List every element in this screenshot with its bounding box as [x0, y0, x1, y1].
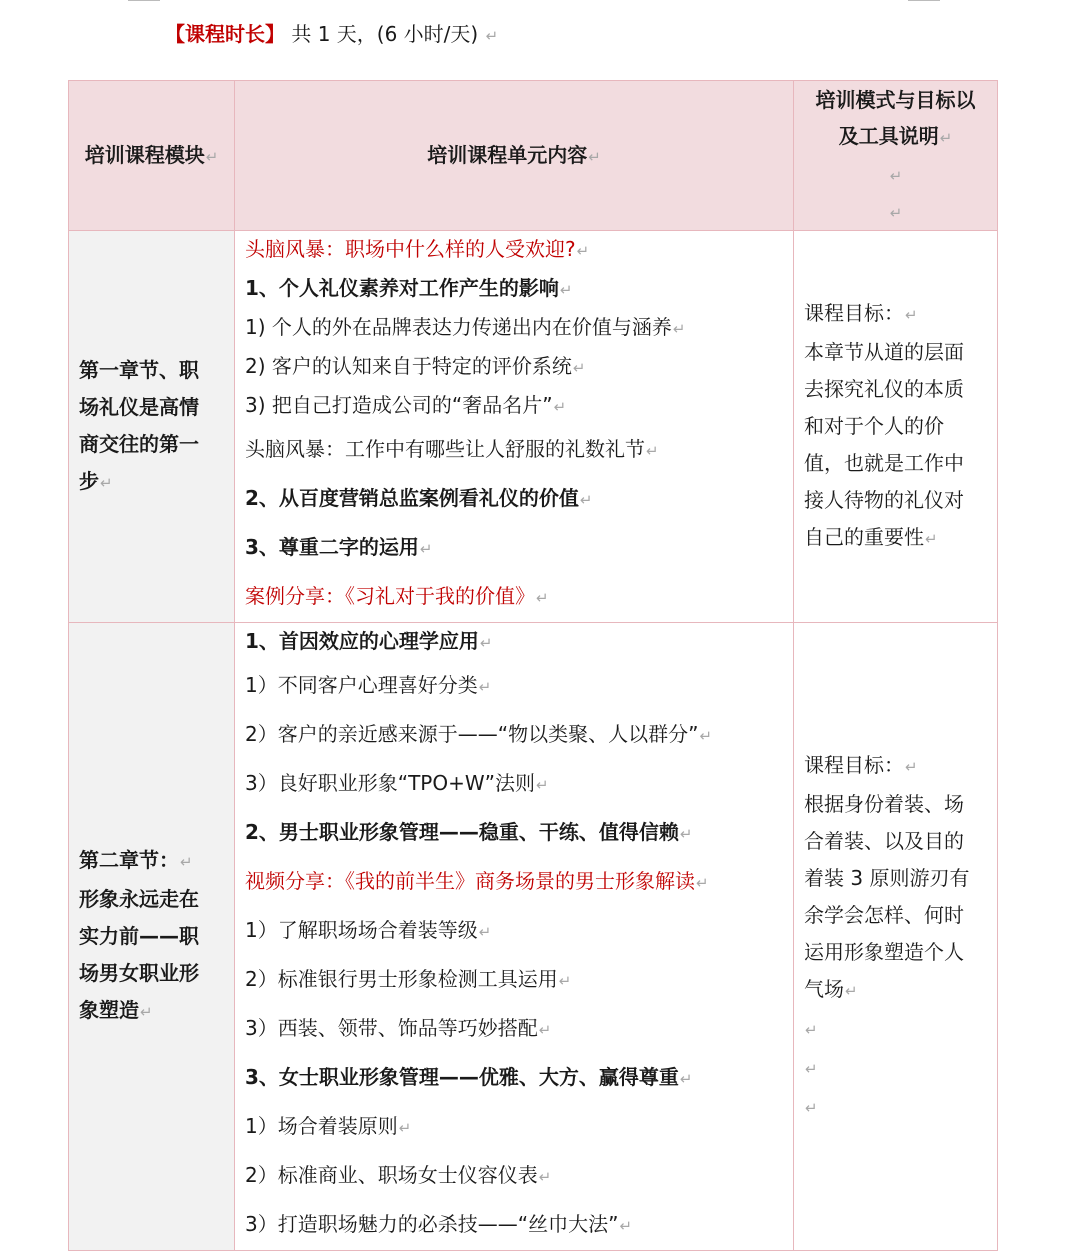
crop-mark-right [908, 0, 940, 1]
paragraph-mark-icon: ↵ [538, 1168, 552, 1186]
module-line: 实力前——职 [79, 924, 199, 948]
goal-cell [794, 623, 998, 1251]
content-line: 2）标准商业、职场女士仪容仪表↵ [245, 1163, 552, 1187]
content-line: 2、从百度营销总监案例看礼仪的价值↵ [245, 486, 593, 510]
paragraph-mark-icon: ↵ [100, 473, 113, 492]
content-line: 1、个人礼仪素养对工作产生的影响↵ [245, 276, 573, 300]
paragraph-mark-icon: ↵ [572, 359, 586, 377]
table-row [69, 231, 998, 623]
content-line: 2) 客户的认知来自于特定的评价系统↵ [245, 354, 586, 378]
module-line: 象塑造↵ [79, 998, 153, 1022]
content-line: 3）西装、领带、饰品等巧妙搭配↵ [245, 1016, 552, 1040]
empty-paragraph [804, 1049, 987, 1088]
header-mode-line-2: 及工具说明 [838, 123, 939, 148]
paragraph-mark-icon: ↵ [805, 1098, 818, 1117]
goal-cell [794, 231, 998, 623]
goal-line: 本章节从道的层面 [804, 340, 964, 364]
paragraph-mark-icon: ↵ [538, 1021, 552, 1039]
content-line: 2）标准银行男士形象检测工具运用↵ [245, 967, 572, 991]
header-mode-line-1: 培训模式与目标以 [815, 87, 976, 112]
content-line: 视频分享：《我的前半生》商务场景的男士形象解读↵ [245, 869, 709, 893]
goal-line: 着装 3 原则游刃有 [804, 865, 970, 890]
module-line: 场男女职业形 [79, 961, 199, 985]
goal-line: 根据身份着装、场 [804, 791, 964, 816]
table-header-row [69, 81, 998, 231]
content-line: 1）不同客户心理喜好分类↵ [245, 673, 492, 697]
content-cell [235, 623, 794, 1251]
paragraph-mark-icon: ↵ [559, 281, 573, 299]
paragraph-mark-icon: ↵ [558, 972, 572, 990]
header-mode [794, 81, 998, 231]
empty-paragraph [804, 1010, 987, 1049]
paragraph-mark-icon: ↵ [619, 1217, 633, 1235]
empty-paragraph [804, 1088, 987, 1127]
goal-line: 余学会怎样、何时 [804, 902, 964, 927]
content-line: 2）客户的亲近感来源于——“物以类聚、人以群分”↵ [245, 722, 713, 746]
content-line: 头脑风暴：职场中什么样的人受欢迎?↵ [245, 237, 590, 261]
paragraph-mark-icon: ↵ [536, 589, 549, 607]
table-row [69, 623, 998, 1251]
paragraph-mark-icon: ↵ [536, 776, 549, 794]
paragraph-mark-icon: ↵ [905, 757, 918, 776]
paragraph-mark-icon: ↵ [646, 442, 659, 460]
paragraph-mark-icon: ↵ [419, 540, 433, 558]
content-line: 2、男士职业形象管理——稳重、干练、值得信赖↵ [245, 820, 693, 844]
paragraph-mark-icon: ↵ [805, 1059, 818, 1078]
paragraph-mark-icon: ↵ [553, 398, 567, 416]
paragraph-mark-icon: ↵ [889, 203, 903, 222]
paragraph-mark-icon: ↵ [939, 128, 953, 147]
content-line: 1）了解职场场合着装等级↵ [245, 918, 492, 942]
content-line: 3）打造职场魅力的必杀技——“丝巾大法”↵ [245, 1212, 633, 1236]
content-line: 1）场合着装原则↵ [245, 1114, 412, 1138]
paragraph-mark-icon: ↵ [699, 727, 713, 745]
header-module [69, 81, 235, 231]
module-line: 形象永远走在 [79, 887, 199, 911]
paragraph-mark-icon: ↵ [672, 320, 686, 338]
content-line: 1、首因效应的心理学应用↵ [245, 629, 493, 653]
goal-line: 去探究礼仪的本质 [804, 377, 964, 401]
goal-line: 合着装、以及目的 [804, 828, 964, 853]
duration-label: 【课程时长】 [165, 22, 285, 46]
header-module-text: 培训课程模块 [84, 142, 205, 167]
module-line: 第一章节、职 [79, 357, 199, 382]
header-content [235, 81, 794, 231]
paragraph-mark-icon: ↵ [925, 530, 938, 548]
paragraph-mark-icon: ↵ [180, 853, 193, 871]
paragraph-mark-icon: ↵ [478, 678, 492, 696]
content-line: 3、女士职业形象管理——优雅、大方、赢得尊重↵ [245, 1065, 693, 1089]
paragraph-mark-icon: ↵ [398, 1119, 412, 1137]
content-line: 3) 把自己打造成公司的“奢品名片”↵ [245, 393, 567, 417]
paragraph-mark-icon: ↵ [679, 1070, 693, 1088]
module-line: 第二章节：↵ [79, 848, 193, 872]
goal-line: 气场↵ [804, 976, 858, 1001]
paragraph-mark-icon: ↵ [696, 874, 709, 892]
goal-line: 课程目标：↵ [804, 752, 918, 777]
paragraph-mark-icon: ↵ [679, 825, 693, 843]
paragraph-mark-icon: ↵ [478, 923, 492, 941]
paragraph-mark-icon: ↵ [805, 1020, 818, 1039]
crop-mark-left [128, 0, 160, 1]
goal-line: 运用形象塑造个人 [804, 939, 964, 964]
module-cell [69, 231, 235, 623]
content-line: 案例分享：《习礼对于我的价值》↵ [245, 584, 549, 608]
course-duration [165, 19, 498, 51]
header-content-text: 培训课程单元内容 [427, 142, 588, 167]
module-cell [69, 623, 235, 1251]
content-line: 3）良好职业形象“TPO+W”法则↵ [245, 771, 549, 795]
module-line: 商交往的第一 [79, 431, 199, 456]
module-line: 步↵ [79, 468, 113, 493]
paragraph-mark-icon: ↵ [579, 491, 593, 509]
paragraph-mark-icon: ↵ [485, 27, 499, 45]
paragraph-mark-icon: ↵ [889, 166, 903, 185]
paragraph-mark-icon: ↵ [905, 306, 918, 324]
goal-line: 值，也就是工作中 [804, 451, 964, 475]
goal-line: 自己的重要性↵ [804, 525, 938, 549]
paragraph-mark-icon: ↵ [588, 147, 601, 166]
paragraph-mark-icon: ↵ [205, 147, 219, 166]
goal-line: 课程目标：↵ [804, 301, 918, 325]
content-cell [235, 231, 794, 623]
module-line: 场礼仪是高情 [79, 394, 199, 419]
duration-value: 共 1 天，(6 小时/天) [291, 22, 479, 46]
content-line: 3、尊重二字的运用↵ [245, 535, 433, 559]
paragraph-mark-icon: ↵ [576, 242, 590, 260]
paragraph-mark-icon: ↵ [479, 634, 493, 652]
content-line: 头脑风暴：工作中有哪些让人舒服的礼数礼节↵ [245, 437, 659, 461]
paragraph-mark-icon: ↵ [845, 981, 858, 1000]
goal-line: 和对于个人的价 [804, 414, 944, 438]
goal-line: 接人待物的礼仪对 [804, 488, 964, 512]
content-line: 1) 个人的外在品牌表达力传递出内在价值与涵养↵ [245, 315, 686, 339]
course-table [68, 80, 998, 1251]
paragraph-mark-icon: ↵ [140, 1003, 153, 1021]
